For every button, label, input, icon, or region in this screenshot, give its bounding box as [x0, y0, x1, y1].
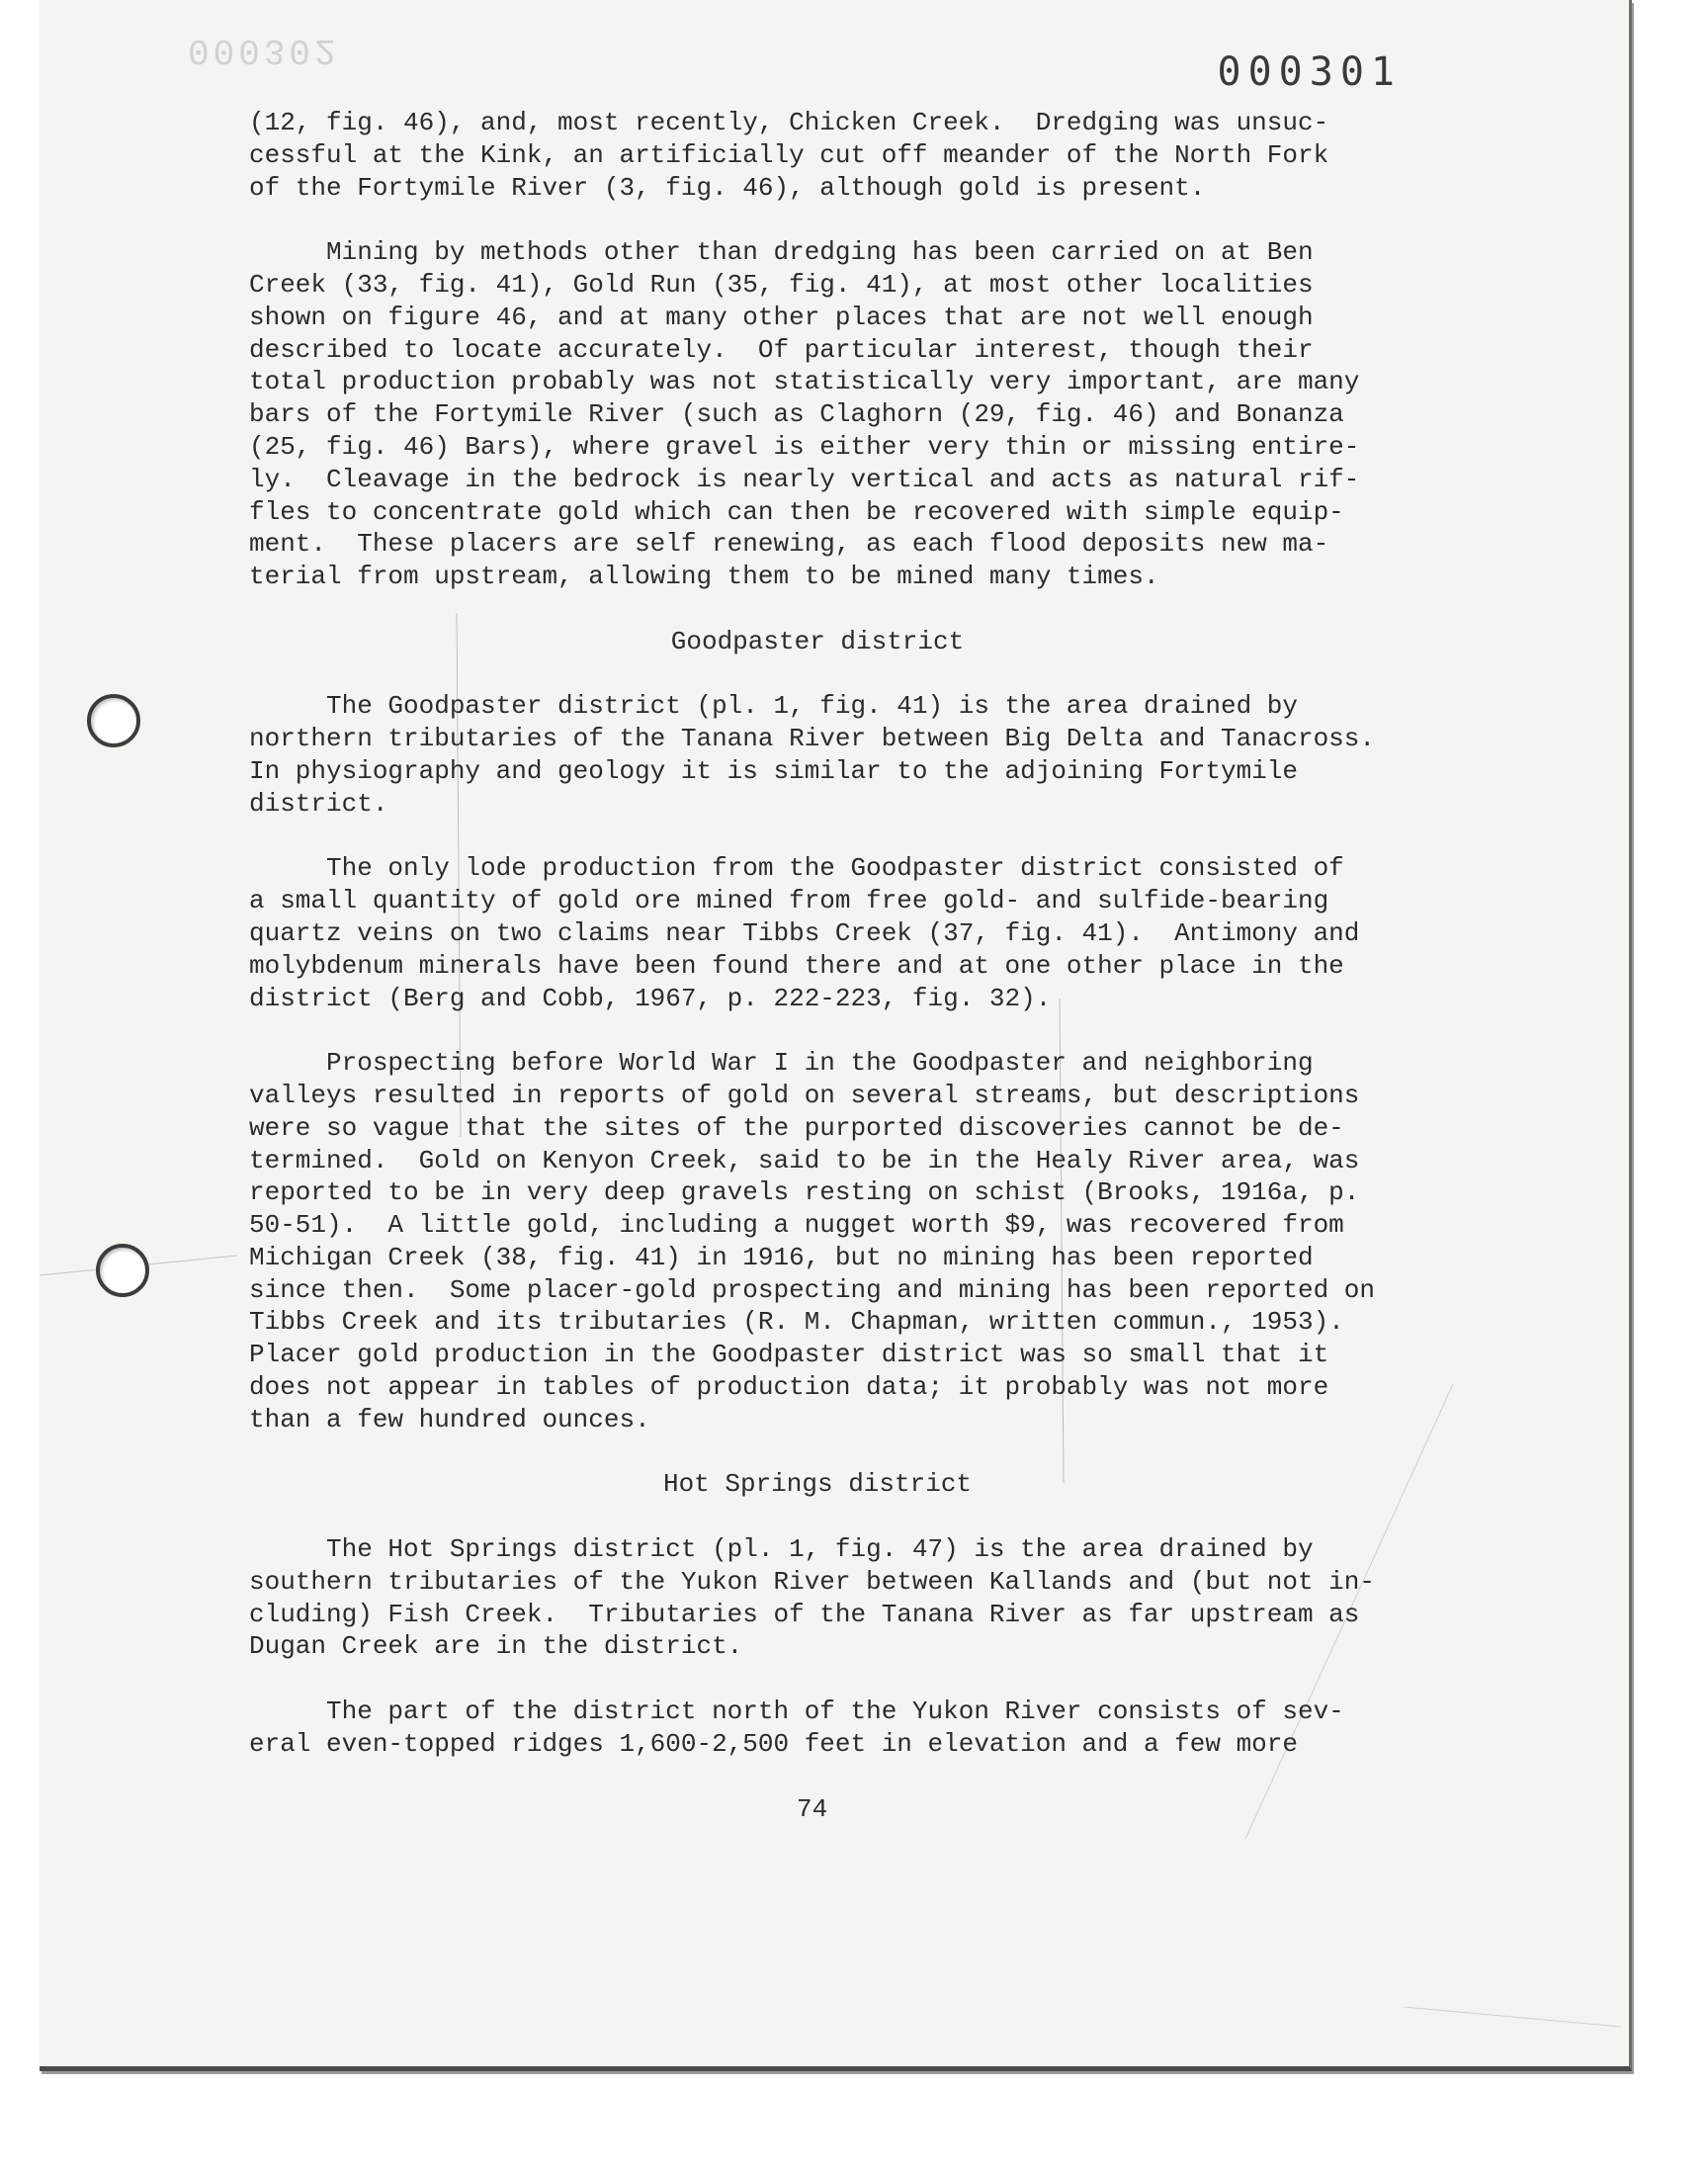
text-line: ly. Cleavage in the bedrock is nearly vertical and acts as natural rif-: [249, 464, 1360, 494]
body-text: [249, 107, 1485, 1761]
text-line: (12, fig. 46), and, most recently, Chicken Creek. Dredging was unsuc-: [249, 108, 1329, 137]
text-line: does not appear in tables of production data; it probably was not more: [249, 1372, 1329, 1403]
text-line: southern tributaries of the Yukon River between Kallands and (but not in-: [249, 1566, 1375, 1597]
text-line: Mining by methods other than dredging has been carried on at Ben: [249, 237, 1314, 268]
section-heading: Goodpaster district: [670, 626, 965, 656]
blank-line: [249, 821, 1485, 853]
blank-line: [249, 1501, 1485, 1533]
text-line: district.: [249, 788, 388, 819]
text-line: of the Fortymile River (3, fig. 46), although gold is present.: [249, 172, 1206, 203]
text-line: termined. Gold on Kenyon Creek, said to be in the Healy River area, was: [249, 1145, 1360, 1175]
blank-line: [249, 1436, 1485, 1469]
blank-line: [249, 1663, 1485, 1696]
text-line: In physiography and geology it is similar to the adjoining Fortymile: [249, 755, 1298, 786]
text-line: valleys resulted in reports of gold on several streams, but descriptions: [249, 1080, 1360, 1110]
text-line: cessful at the Kink, an artificially cut off meander of the North Fork: [249, 139, 1329, 170]
text-line: bars of the Fortymile River (such as Claghorn (29, fig. 46) and Bonanza: [249, 399, 1344, 430]
page-stamp-number: 000301: [1217, 49, 1402, 95]
page-number: 74: [797, 1794, 828, 1824]
text-line: than a few hundred ounces.: [249, 1404, 650, 1435]
blank-line: [249, 204, 1485, 236]
text-line: The part of the district north of the Yukon River consists of sev-: [249, 1696, 1344, 1727]
text-line: eral even-topped ridges 1,600-2,500 feet in elevation and a few more: [249, 1728, 1298, 1759]
text-line: district (Berg and Cobb, 1967, p. 222-223, fig. 32).: [249, 983, 1052, 1013]
text-line: total production probably was not statistically very important, are many: [249, 367, 1360, 397]
text-line: 50-51). A little gold, including a nugget worth $9, was recovered from: [249, 1210, 1344, 1241]
text-line: since then. Some placer-gold prospecting and mining has been reported on: [249, 1274, 1375, 1305]
text-line: northern tributaries of the Tanana River between Big Delta and Tanacross.: [249, 724, 1375, 754]
bleed-through-number: 000302: [188, 30, 340, 70]
text-line: were so vague that the sites of the purported discoveries cannot be de-: [249, 1112, 1344, 1143]
text-line: described to locate accurately. Of particular interest, though their: [249, 334, 1314, 365]
text-line: Placer gold production in the Goodpaster district was so small that it: [249, 1340, 1329, 1370]
blank-line: [249, 658, 1485, 691]
text-line: (25, fig. 46) Bars), where gravel is either very thin or missing entire-: [249, 431, 1360, 462]
text-line: fles to concentrate gold which can then be recovered with simple equip-: [249, 496, 1344, 527]
section-heading: Hot Springs district: [662, 1469, 973, 1500]
text-line: Prospecting before World War I in the Goodpaster and neighboring: [249, 1048, 1314, 1079]
text-line: terial from upstream, allowing them to be mined many times.: [249, 562, 1159, 592]
text-line: molybdenum minerals have been found there and at one other place in the: [249, 950, 1344, 981]
text-line: quartz veins on two claims near Tibbs Creek (37, fig. 41). Antimony and: [249, 917, 1360, 948]
punch-hole: [96, 1244, 149, 1297]
text-line: Dugan Creek are in the district.: [249, 1631, 743, 1662]
text-line: Creek (33, fig. 41), Gold Run (35, fig. 41), at most other localities: [249, 269, 1314, 300]
text-line: cluding) Fish Creek. Tributaries of the Tanana River as far upstream as: [249, 1599, 1360, 1629]
text-line: The Goodpaster district (pl. 1, fig. 41) is the area drained by: [249, 691, 1298, 722]
text-line: The Hot Springs district (pl. 1, fig. 47) is the area drained by: [249, 1534, 1314, 1565]
text-line: Michigan Creek (38, fig. 41) in 1916, but no mining has been reported: [249, 1242, 1314, 1272]
text-line: ment. These placers are self renewing, as each flood deposits new ma-: [249, 529, 1329, 560]
text-line: shown on figure 46, and at many other places that are not well enough: [249, 302, 1314, 332]
blank-line: [249, 1014, 1485, 1047]
text-line: The only lode production from the Goodpaster district consisted of: [249, 853, 1344, 884]
text-line: reported to be in very deep gravels resting on schist (Brooks, 1916a, p.: [249, 1177, 1360, 1208]
text-line: a small quantity of gold ore mined from free gold- and sulfide-bearing: [249, 886, 1329, 916]
blank-line: [249, 593, 1485, 626]
punch-hole: [87, 694, 140, 747]
text-line: Tibbs Creek and its tributaries (R. M. Chapman, written commun., 1953).: [249, 1307, 1344, 1338]
scan-streak-line: [1404, 2007, 1621, 2027]
